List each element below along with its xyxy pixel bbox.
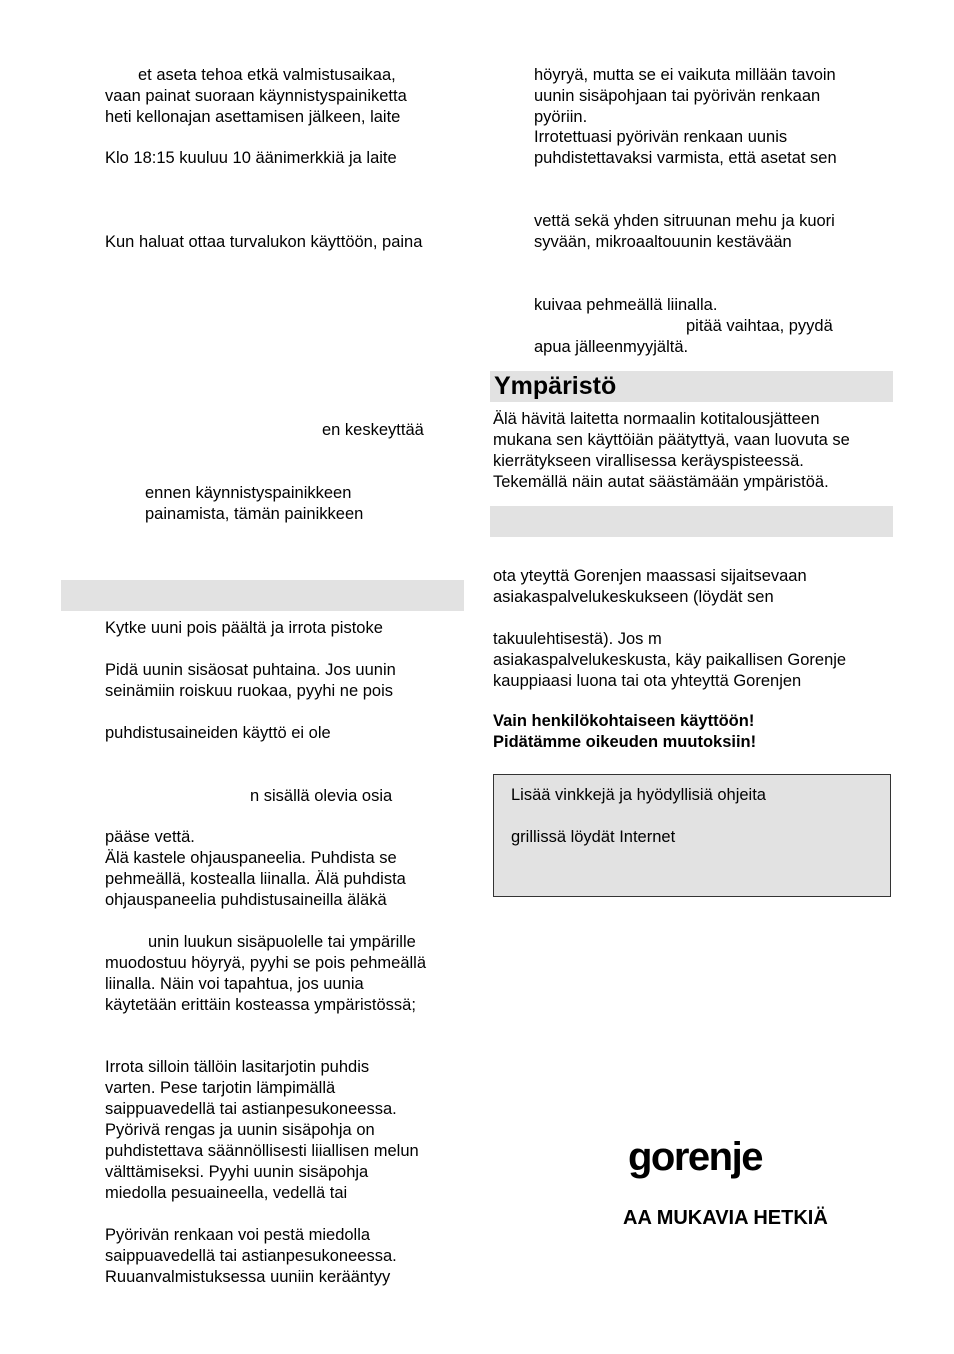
text-line: Pidä uunin sisäosat puhtaina. Jos uunin — [105, 661, 396, 679]
tip-line: Lisää vinkkejä ja hyödyllisiä ohjeita — [511, 786, 766, 804]
text-line: et aseta tehoa etkä valmistusaikaa, — [138, 66, 396, 84]
text-line: Älä kastele ohjauspaneelia. Puhdista se — [105, 849, 397, 867]
text-line: Irrotettuasi pyörivän renkaan uunis — [534, 128, 788, 146]
text-line: syvään, mikroaaltouunin kestävään — [534, 233, 792, 251]
environment-heading: Ympäristö — [494, 372, 617, 400]
text-line: n sisällä olevia osia — [250, 787, 393, 805]
text-line: asiakaspalvelukeskusta, käy paikallisen Gorenje — [493, 651, 847, 669]
text-line: puhdistettava säännöllisesti liiallisen melun — [105, 1142, 419, 1160]
text-line: ennen käynnistyspainikkeen — [145, 484, 352, 502]
notice-line: Pidätämme oikeuden muutoksiin! — [493, 733, 757, 751]
text-line: uunin sisäpohjaan tai pyörivän renkaan — [534, 87, 821, 105]
text-line: unin luukun sisäpuolelle tai ympärille — [148, 933, 416, 951]
gorenje-logo: gorenje — [628, 1135, 762, 1179]
text-line: Pyörivä rengas ja uunin sisäpohja on — [105, 1121, 375, 1139]
text-line: Klo 18:15 kuuluu 10 äänimerkkiä ja laite — [105, 149, 397, 167]
text-line: Kun haluat ottaa turvalukon käyttöön, paina — [105, 233, 423, 251]
text-line: Irrota silloin tällöin lasitarjotin puhdis — [105, 1058, 370, 1076]
text-line: seinämiin roiskuu ruokaa, pyyhi ne pois — [105, 682, 393, 700]
text-line: välttämiseksi. Pyyhi uunin sisäpohja — [105, 1163, 369, 1181]
text-line: saippuavedellä tai astianpesukoneessa. — [105, 1247, 397, 1265]
text-line: en keskeyttää — [322, 421, 424, 439]
text-line: muodostuu höyryä, pyyhi se pois pehmeällä — [105, 954, 427, 972]
text-line: puhdistettavaksi varmista, että asetat sen — [534, 149, 837, 167]
text-line: ohjauspaneelia puhdistusaineilla äläkä — [105, 891, 387, 909]
text-line: apua jälleenmyyjältä. — [534, 338, 689, 356]
text-line: vettä sekä yhden sitruunan mehu ja kuori — [534, 212, 835, 230]
text-line: Tekemällä näin autat säästämään ympäristöä. — [493, 473, 829, 491]
text-line: kierrätykseen virallisessa keräyspisteessä. — [493, 452, 804, 470]
section-band-service — [490, 506, 893, 537]
text-line: mukana sen käyttöiän päätyttyä, vaan luovuta se — [493, 431, 850, 449]
text-line: pehmeällä, kostealla liinalla. Älä puhdista — [105, 870, 406, 888]
text-line: saippuavedellä tai astianpesukoneessa. — [105, 1100, 397, 1118]
text-line: painamista, tämän painikkeen — [145, 505, 364, 523]
text-line: asiakaspalvelukeskukseen (löydät sen — [493, 588, 774, 606]
notice-line: Vain henkilökohtaiseen käyttöön! — [493, 712, 755, 730]
text-line: Pyörivän renkaan voi pestä miedolla — [105, 1226, 371, 1244]
text-line: kuivaa pehmeällä liinalla. — [534, 296, 718, 314]
text-line: liinalla. Näin voi tapahtua, jos uunia — [105, 975, 364, 993]
text-line: kauppiaasi luona tai ota yhteyttä Gorenjen — [493, 672, 802, 690]
text-line: pitää vaihtaa, pyydä — [686, 317, 833, 335]
text-line: heti kellonajan asettamisen jälkeen, laite — [105, 108, 401, 126]
text-line: pyöriin. — [534, 108, 588, 126]
text-line: Älä hävitä laitetta normaalin kotitalousjätteen — [493, 410, 820, 428]
brand-slogan: AA MUKAVIA HETKIÄ — [623, 1207, 828, 1229]
text-line: käytetään erittäin kosteassa ympäristössä; — [105, 996, 416, 1014]
text-line: takuulehtisestä). Jos m — [493, 630, 662, 648]
text-line: pääse vettä. — [105, 828, 195, 846]
text-line: puhdistusaineiden käyttö ei ole — [105, 724, 331, 742]
text-line: Kytke uuni pois päältä ja irrota pistoke — [105, 619, 383, 637]
text-line: höyryä, mutta se ei vaikuta millään tavoin — [534, 66, 836, 84]
text-line: miedolla pesuaineella, vedellä tai — [105, 1184, 348, 1202]
text-line: vaan painat suoraan käynnistyspainiketta — [105, 87, 407, 105]
text-line: Ruuanvalmistuksessa uuniin kerääntyy — [105, 1268, 391, 1286]
section-band-cleaning — [61, 580, 464, 611]
text-line: varten. Pese tarjotin lämpimällä — [105, 1079, 336, 1097]
text-line: ota yteyttä Gorenjen maassasi sijaitsevaan — [493, 567, 807, 585]
tip-line: grillissä löydät Internet — [511, 828, 676, 846]
